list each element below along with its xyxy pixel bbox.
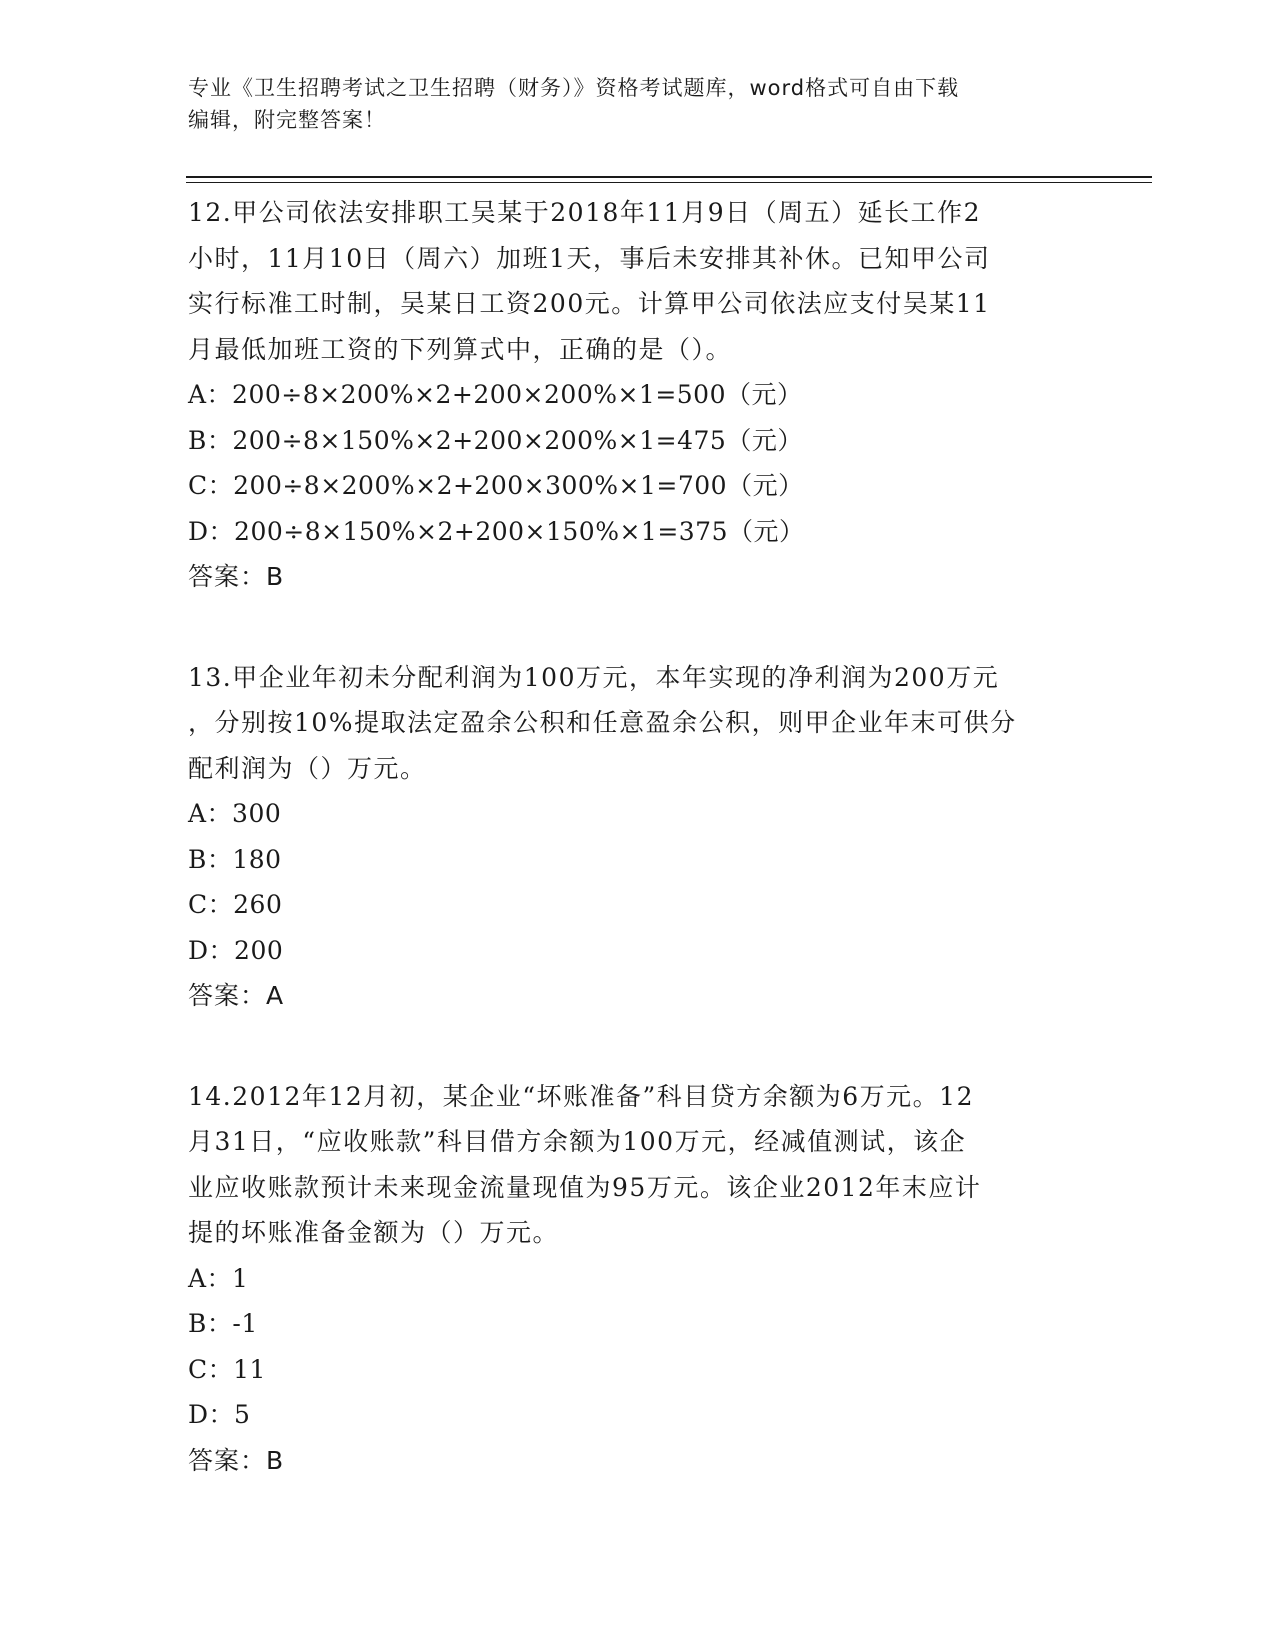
question-text (188, 1074, 1088, 1256)
option-list (188, 791, 1088, 973)
option-d: D：5 (188, 1400, 251, 1429)
option-a: A：300 (188, 799, 282, 828)
header-line-1: 专业《卫生招聘考试之卫生招聘（财务）》资格考试题库，word格式可自由下载 (188, 76, 960, 100)
question-line: 13.甲企业年初未分配利润为100万元，本年实现的净利润为200万元 (188, 662, 1000, 692)
answer: 答案：A (188, 981, 285, 1010)
question-line: 12.甲公司依法安排职工吴某于2018年11月9日（周五）延长工作2 (188, 198, 982, 227)
question-13 (188, 655, 1088, 1019)
option-list (188, 1256, 1088, 1438)
header-rule-thick (186, 176, 1152, 178)
option-d: D：200÷8×150%×2+200×150%×1=375（元） (188, 516, 805, 546)
question-text (188, 655, 1088, 792)
option-c: C：11 (188, 1354, 266, 1384)
option-b: B：200÷8×150%×2+200×200%×1=475（元） (188, 425, 803, 455)
question-text (188, 190, 1088, 372)
question-list (188, 190, 1088, 1538)
question-line: 月最低加班工资的下列算式中，正确的是（）。 (188, 334, 733, 364)
question-line: 月31日，“应收账款”科目借方余额为100万元，经减值测试，该企 (188, 1127, 967, 1156)
question-line: 小时，11月10日（周六）加班1天，事后未安排其补休。已知甲公司 (188, 243, 991, 273)
question-line: 业应收账款预计未来现金流量现值为95万元。该企业2012年末应计 (188, 1172, 982, 1202)
option-d: D：200 (188, 935, 284, 965)
question-line: ，分别按10%提取法定盈余公积和任意盈余公积，则甲企业年末可供分 (188, 708, 1017, 737)
answer: 答案：B (188, 562, 285, 591)
header-line-2: 编辑，附完整答案！ (188, 108, 386, 132)
question-12 (188, 190, 1088, 600)
option-c: C：200÷8×200%×2+200×300%×1=700（元） (188, 471, 804, 500)
option-c: C：260 (188, 890, 283, 919)
option-a: A：200÷8×200%×2+200×200%×1=500（元） (188, 380, 803, 409)
option-b: B：-1 (188, 1309, 258, 1338)
document-header (188, 72, 1088, 136)
question-line: 提的坏账准备金额为（）万元。 (188, 1218, 560, 1247)
option-b: B：180 (188, 844, 282, 874)
question-line: 14.2012年12月初，某企业“坏账准备”科目贷方余额为6万元。12 (188, 1081, 974, 1111)
header-rule-thin (186, 182, 1152, 183)
answer: 答案：B (188, 1445, 285, 1475)
question-14 (188, 1074, 1088, 1484)
question-line: 配利润为（）万元。 (188, 753, 427, 783)
question-line: 实行标准工时制，吴某日工资200元。计算甲公司依法应支付吴某11 (188, 289, 991, 318)
option-a: A：1 (188, 1263, 249, 1293)
option-list (188, 372, 1088, 554)
